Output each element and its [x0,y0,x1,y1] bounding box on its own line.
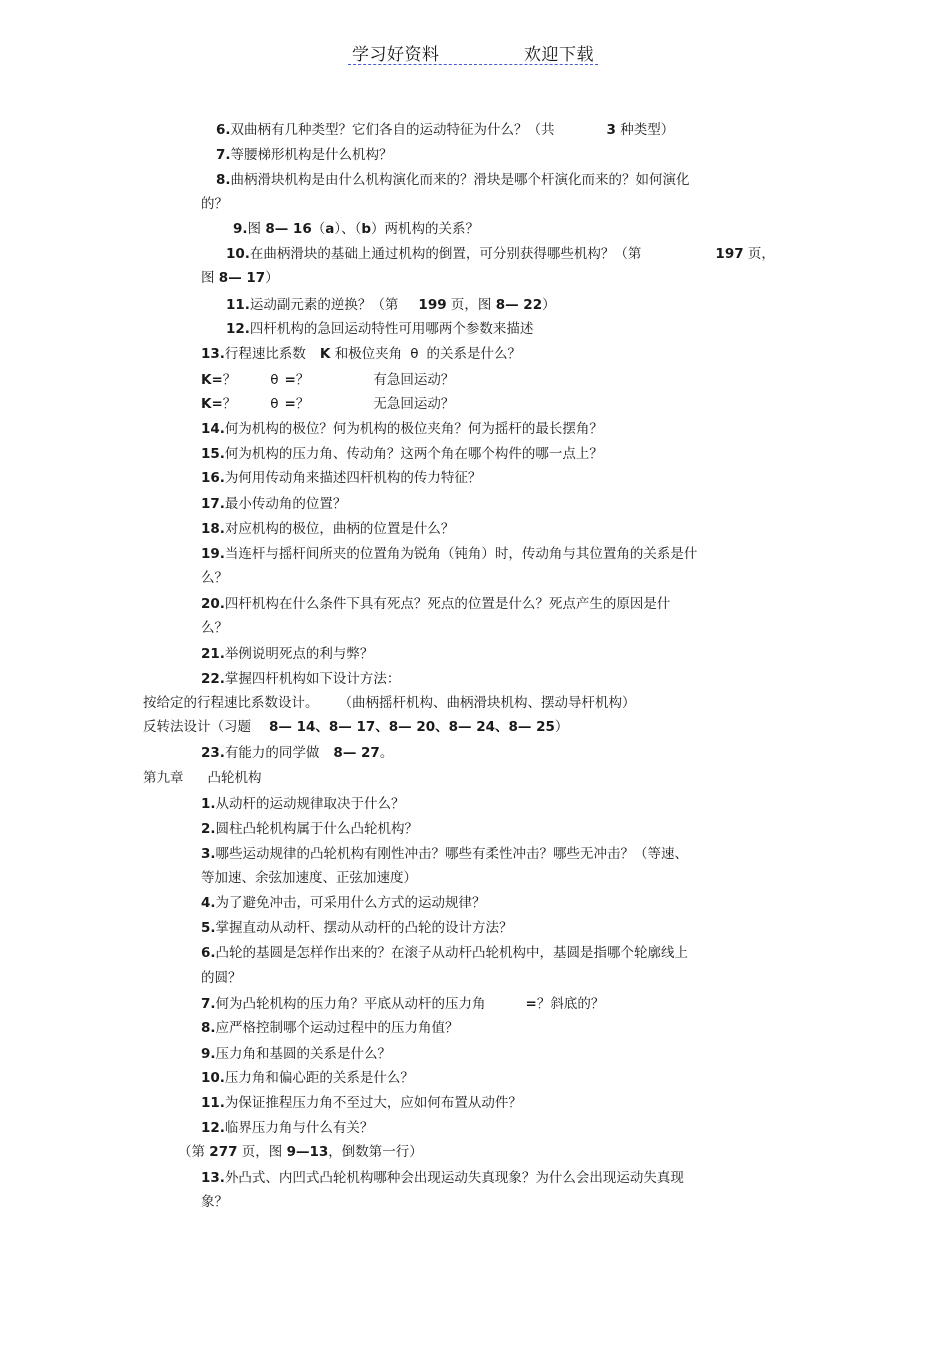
k-relation-2: K=？ θ =？ 无急回运动？ [201,396,455,412]
question-17: 17.最小传动角的位置？ [201,496,347,512]
header-dashed-rule [348,64,598,65]
k-relation-1: K=？ θ =？ 有急回运动？ [201,372,455,388]
question-7: 7.等腰梯形机构是什么机构？ [216,147,393,163]
question-19: 19.当连杆与摇杆间所夹的位置角为锐角（钝角）时，传动角与其位置角的关系是什 [201,546,698,562]
question-21: 21.举例说明死点的利与弊？ [201,646,374,662]
question-12: 12.四杆机构的急回运动特性可用哪两个参数来描述 [226,321,534,337]
header-left-text: 学习好资料 [352,45,440,65]
design-method-1: 按给定的行程速比系数设计。 （曲柄摇杆机构、曲柄滑块机构、摆动导杆机构） [143,695,636,711]
question-14: 14.何为机构的极位？何为机构的极位夹角？何为摇杆的最长摆角？ [201,421,603,437]
cam-question-6-continued: 的圆？ [201,970,242,986]
header-right-text: 欢迎下载 [524,45,594,65]
cam-question-11: 11.为保证推程压力角不至过大，应如何布置从动件？ [201,1095,522,1111]
question-20-continued: 么？ [201,620,228,636]
cam-question-12: 12.临界压力角与什么有关？ [201,1120,374,1136]
cam-question-5: 5.掌握直动从动杆、摆动从动杆的凸轮的设计方法？ [201,920,513,936]
question-18: 18.对应机构的极位，曲柄的位置是什么？ [201,521,455,537]
cam-question-10: 10.压力角和偏心距的关系是什么？ [201,1070,414,1086]
question-16: 16.为何用传动角来描述四杆机构的传力特征？ [201,470,482,486]
cam-question-8: 8.应严格控制哪个运动过程中的压力角值？ [201,1020,459,1036]
question-22: 22.掌握四杆机构如下设计方法： [201,671,401,687]
cam-question-2: 2.圆柱凸轮机构属于什么凸轮机构？ [201,821,419,837]
question-23: 23.有能力的同学做 8— 27。 [201,745,394,761]
question-6: 6.双曲柄有几种类型？它们各自的运动特征为什么？（共 3 种类型） [216,122,675,138]
cam-question-13: 13.外凸式、内凹式凸轮机构哪种会出现运动失真现象？为什么会出现运动失真现 [201,1170,684,1186]
question-20: 20.四杆机构在什么条件下具有死点？死点的位置是什么？死点产生的原因是什 [201,596,671,612]
question-19-continued: 么？ [201,570,228,586]
question-13: 13.行程速比系数 K 和极位夹角 θ 的关系是什么？ [201,346,521,362]
cam-question-3: 3.哪些运动规律的凸轮机构有刚性冲击？哪些有柔性冲击？哪些无冲击？（等速、 [201,846,689,862]
question-11: 11.运动副元素的逆换？（第 199 页，图 8— 22） [226,297,556,313]
cam-question-12-reference: （第 277 页，图 9—13，倒数第一行） [178,1144,423,1160]
page-header [348,40,598,66]
cam-question-1: 1.从动杆的运动规律取决于什么？ [201,796,405,812]
design-method-2: 反转法设计（习题 8— 14、8— 17、8— 20、8— 24、8— 25） [143,719,569,735]
question-8-continued: 的？ [201,196,228,212]
question-8: 8.曲柄滑块机构是由什么机构演化而来的？滑块是哪个杆演化而来的？如何演化 [216,172,690,188]
cam-question-6: 6.凸轮的基圆是怎样作出来的？在滚子从动杆凸轮机构中，基圆是指哪个轮廓线上 [201,945,689,961]
chapter-9-heading: 第九章 凸轮机构 [143,770,262,786]
question-15: 15.何为机构的压力角、传动角？这两个角在哪个构件的哪一点上？ [201,446,603,462]
question-10: 10.在曲柄滑块的基础上通过机构的倒置，可分别获得哪些机构？（第 197 页， [226,246,775,262]
cam-question-7: 7.何为凸轮机构的压力角？平底从动杆的压力角 =？斜底的？ [201,996,605,1012]
cam-question-4: 4.为了避免冲击，可采用什么方式的运动规律？ [201,895,486,911]
cam-question-9: 9.压力角和基圆的关系是什么？ [201,1046,392,1062]
cam-question-13-continued: 象？ [201,1194,228,1210]
question-9: 9.图 8— 16（a）、（b）两机构的关系？ [233,221,480,237]
cam-question-3-continued: 等加速、余弦加速度、正弦加速度） [201,870,417,886]
question-10-continued: 图 8— 17） [201,270,279,286]
